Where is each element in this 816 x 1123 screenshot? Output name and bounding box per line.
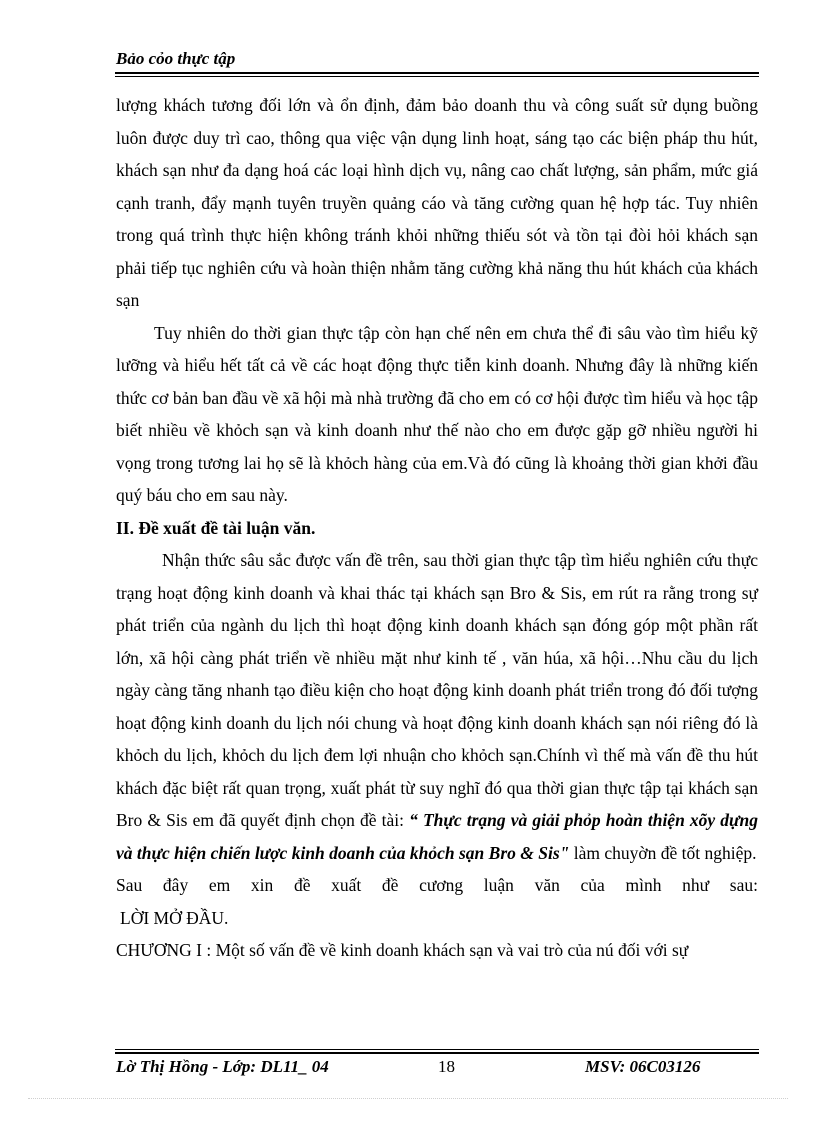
- paragraph-4: Sau đây em xin đề xuất đề cương luận văn của mình như sau:: [116, 875, 758, 895]
- report-title: Bảo cỏo thực tập: [116, 49, 236, 68]
- header-rule-thin: [115, 76, 759, 77]
- document-body: [116, 89, 758, 967]
- paragraph-3-end: làm chuyờn đề tốt nghiệp.: [569, 842, 757, 863]
- header-rule-thick: [115, 72, 759, 74]
- footer-rule-thin: [115, 1049, 759, 1050]
- paragraph-2: Tuy nhiên do thời gian thực tập còn hạn chế nên em chưa thể đi sâu vào tìm hiểu kỹ lưỡng và hiểu hết tất cả về các hoạt động thực tiễn kinh doanh. Nhưng đây là những kiến thức cơ bản ban đầu về xã hội mà nhà trường đã cho em có cơ hội được tìm hiểu và học tập biết nhiều về khỏch sạn và kinh doanh như thế nào cho em được gặp gỡ nhiều người hi vọng trong tương lai họ sẽ là khỏch hàng của em.Và đó cũng là khoảng thời gian khởi đầu quý báu cho em sau này.: [116, 322, 758, 505]
- outline-chapter-1: CHƯƠNG I : Một số vấn đề về kinh doanh khách sạn và vai trò của nú đối với sự: [116, 940, 689, 960]
- section-heading: II. Đề xuất đề tài luận văn.: [116, 517, 316, 538]
- paragraph-3: [116, 544, 758, 869]
- page-number: 18: [438, 1057, 455, 1076]
- thesis-topic: “ Thực trạng và giải phỏp hoàn thiện xõy dựng và thực hiện chiến lược kinh doanh của khỏch sạn Bro & Sis": [116, 810, 758, 863]
- bottom-dotted-line: [28, 1098, 788, 1099]
- footer-author: Lờ Thị Hồng - Lớp: DL11_ 04: [116, 1057, 329, 1076]
- paragraph-1: lượng khách tương đối lớn và ổn định, đảm bảo doanh thu và công suất sử dụng buồng luôn được duy trì cao, thông qua việc vận dụng linh hoạt, sáng tạo các biện pháp thu hút, khách sạn như đa dạng hoá các loại hình dịch vụ, nâng cao chất lượng, sản phẩm, mức giá cạnh tranh, đẩy mạnh tuyên truyền quảng cáo và tăng cường quan hệ hợp tác. Tuy nhiên trong quá trình thực hiện không tránh khỏi những thiếu sót và tồn tại đòi hỏi khách sạn phải tiếp tục nghiên cứu và hoàn thiện nhằm tăng cường khả năng thu hút khách của khách sạn: [116, 95, 758, 310]
- student-id: MSV: 06C03126: [585, 1057, 701, 1076]
- footer-rule-thick: [115, 1052, 759, 1054]
- outline-intro: LỜI MỞ ĐẦU.: [120, 907, 229, 928]
- paragraph-3-text: Nhận thức sâu sắc được vấn đề trên, sau thời gian thực tập tìm hiểu nghiên cứu thực trạng hoạt động kinh doanh và khai thác tại khách sạn Bro & Sis, em rút ra rằng trong sự phát triển của ngành du lịch thì hoạt động kinh doanh khách sạn đóng góp một phần rất lớn, xã hội càng phát triển về nhiều mặt như kinh tế , văn húa, xã hội…Nhu cầu du lịch ngày càng tăng nhanh tạo điều kiện cho hoạt động kinh doanh phát triển trong đó đối tượng hoạt động kinh doanh du lịch nói chung và hoạt động kinh doanh khách sạn nói riêng đó là khỏch du lịch, khỏch du lịch đem lợi nhuận cho khỏch sạn.Chính vì thế mà vấn đề thu hút khách đặc biệt rất quan trọng, xuất phát từ suy nghĩ đó qua thời gian thực tập tại khách sạn Bro & Sis em đã quyết định chọn đề tài:: [116, 550, 758, 830]
